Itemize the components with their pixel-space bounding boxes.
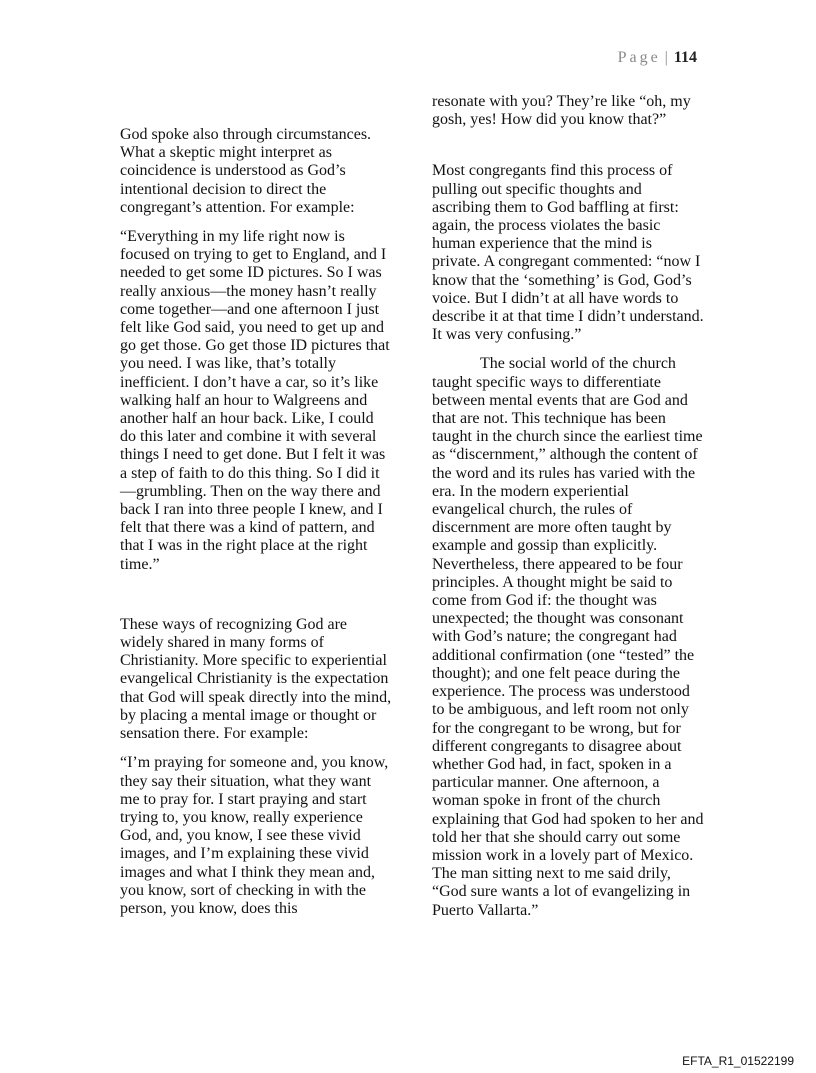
- page-label: Page: [617, 49, 661, 66]
- quote-praying-vivid-images: “I’m praying for someone and, you know, they say their situation, what they want me to pray for. I start praying and start trying to, you know, really experience God, and, you know, I see these vivid images, and I’m explaining these vivid images and what I think they mean and, you know, sort of checking in with the person, you know, does this: [120, 754, 389, 917]
- paragraph-congregants-baffling: Most congregants find this process of pulling out specific thoughts and ascribing them to God baffling at first: again, the process violates the basic human experience that the mind is private. A congregant commented: “now I know that the ‘something’ is God, God’s voice. But I didn’t at all have words to describe it at that time I didn’t understand. It was very confusing.”: [432, 162, 704, 344]
- paragraph-circumstances: God spoke also through circumstances. What a skeptic might interpret as coincidence is understood as God’s intentional decision to direct the congregant’s attention. For example:: [120, 126, 372, 216]
- paragraph-discernment: The social world of the church taught specific ways to differentiate between mental events that are God and that are not. This technique has been taught in the church since the earliest time as “discernment,” although the content of the word and its rules has varied with the era. In the modern experiential evangelical church, the rules of discernment are more often taught by example and gossip than explicitly. Nevertheless, there appeared to be four principles. A thought might be said to come from God if: the thought was unexpected; the thought was consonant with God’s nature; the congregant had additional confirmation (one “tested” the thought); and one felt peace during the experience. The process was understood to be ambiguous, and left room not only for the congregant to be wrong, but for different congregants to disagree about whether God had, in fact, spoken in a particular manner. One afternoon, a woman spoke in front of the church explaining that God had spoken to her and told her that she should carry out some mission work in a lovely part of Mexico. The man sitting next to me said drily, “God sure wants a lot of evangelizing in Puerto Vallarta.”: [432, 355, 704, 919]
- page-separator: |: [664, 49, 668, 66]
- page-header: [618, 49, 697, 67]
- page-number: 114: [673, 49, 697, 66]
- quote-england-id-pictures: “Everything in my life right now is focused on trying to get to England, and I needed to get some ID pictures. So I was really anxious—the money hasn’t really come together—and one afternoon I just felt like God said, you need to get up and go get those. Go get those ID pictures that you need. I was like, that’s totally inefficient. I don’t have a car, so it’s like walking half an hour to Walgreens and another half an hour back. Like, I could do this later and combine it with several things I need to get done. But I felt it was a step of faith to do this thing. So I did it—grumbling. Then on the way there and back I ran into three people I knew, and I felt that there was a kind of pattern, and that I was in the right place at the right time.”: [120, 228, 390, 573]
- document-id: EFTA_R1_01522199: [682, 1054, 794, 1068]
- left-column: [120, 126, 392, 918]
- quote-continuation: resonate with you? They’re like “oh, my gosh, yes! How did you know that?”: [432, 93, 691, 129]
- right-column: [432, 93, 704, 920]
- paragraph-recognizing-god: These ways of recognizing God are widely shared in many forms of Christianity. More specific to experiential evangelical Christianity is the expectation that God will speak directly into the mind, by placing a mental image or thought or sensation there. For example:: [120, 615, 392, 743]
